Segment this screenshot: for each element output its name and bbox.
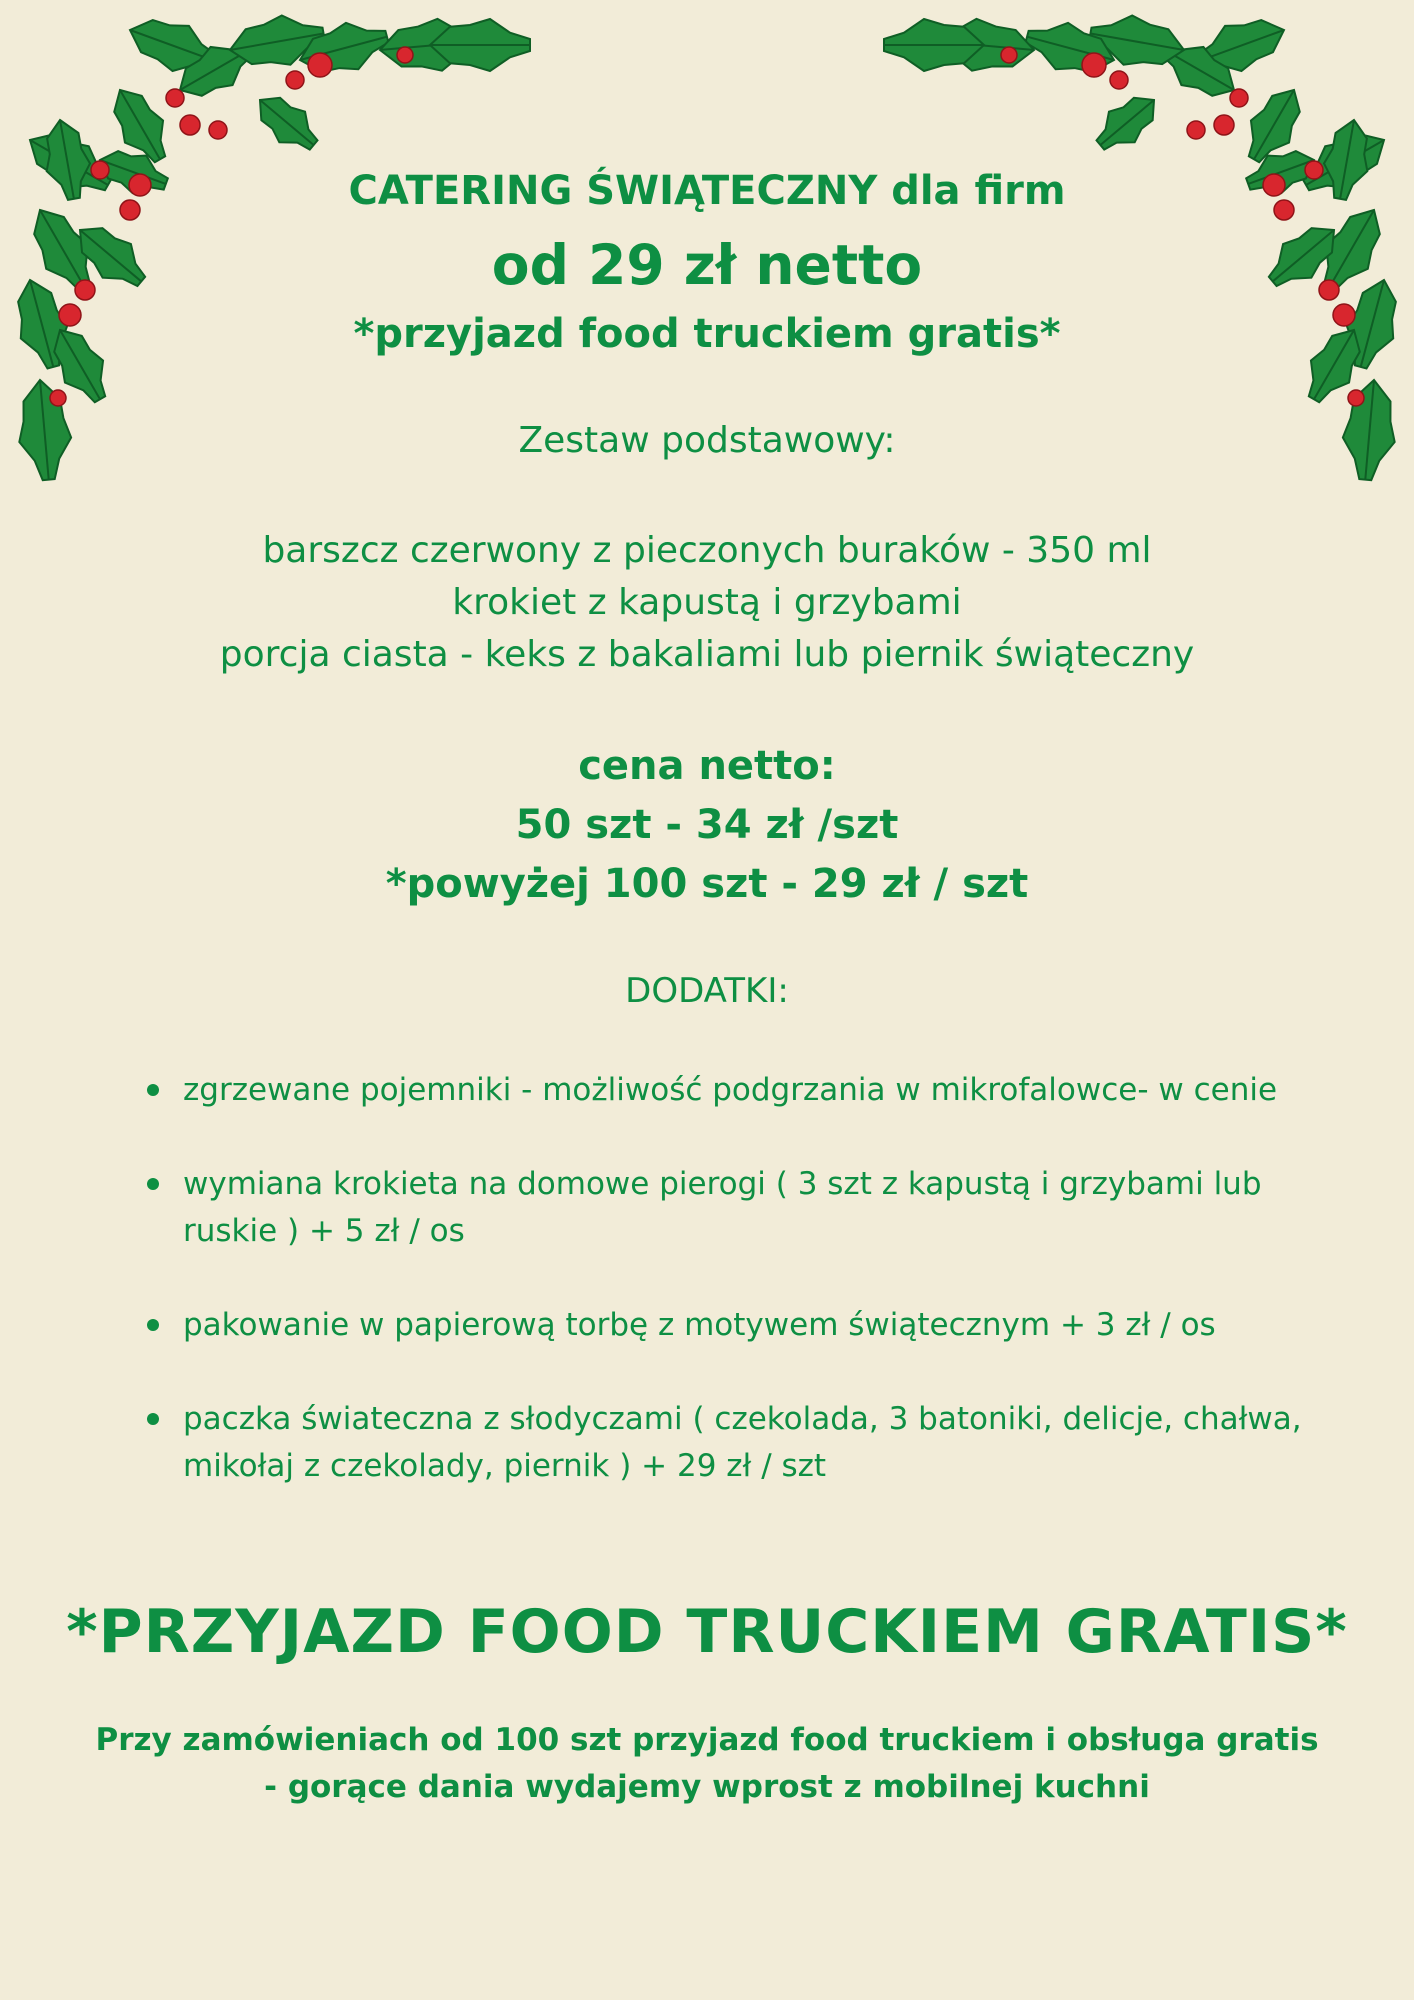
footer-line: Przy zamówieniach od 100 szt przyjazd food truckiem i obsługa gratis xyxy=(95,1722,1319,1758)
extras-item-text: pakowanie w papierową torbę z motywem świątecznym + 3 zł / os xyxy=(183,1307,1216,1343)
menu-item: barszcz czerwony z pieczonych buraków - 350 ml xyxy=(262,530,1152,571)
price-tier: *powyżej 100 szt - 29 zł / szt xyxy=(385,861,1029,907)
extras-item xyxy=(143,1396,1303,1490)
price-block xyxy=(0,737,1414,914)
flyer-title: CATERING ŚWIĄTECZNY dla firm xyxy=(348,168,1066,214)
extras-item xyxy=(143,1067,1303,1114)
basic-set-menu xyxy=(0,525,1414,681)
bullet-icon xyxy=(147,1319,159,1331)
extras-item-text: wymiana krokieta na domowe pierogi ( 3 szt z kapustą i grzybami lub ruskie ) + 5 zł / os xyxy=(183,1166,1262,1249)
bullet-icon xyxy=(147,1413,159,1425)
price-heading: cena netto: xyxy=(578,743,836,789)
price-from-headline: od 29 zł netto xyxy=(491,233,923,297)
extras-item xyxy=(143,1302,1303,1349)
truck-subtitle: *przyjazd food truckiem gratis* xyxy=(353,311,1061,357)
extras-item-text: zgrzewane pojemniki - możliwość podgrzania w mikrofalowce- w cenie xyxy=(183,1072,1278,1108)
bullet-icon xyxy=(147,1178,159,1190)
menu-item: krokiet z kapustą i grzybami xyxy=(452,582,962,623)
footer-note xyxy=(0,1717,1414,1811)
free-truck-banner: *PRZYJAZD FOOD TRUCKIEM GRATIS* xyxy=(66,1597,1348,1667)
extras-list xyxy=(143,1067,1303,1537)
basic-set-heading: Zestaw podstawowy: xyxy=(518,420,896,461)
price-tier: 50 szt - 34 zł /szt xyxy=(515,802,899,848)
footer-line: - gorące dania wydajemy wprost z mobilnej kuchni xyxy=(264,1769,1150,1805)
extras-heading: DODATKI: xyxy=(625,971,789,1011)
bullet-icon xyxy=(147,1084,159,1096)
extras-item-text: paczka świateczna z słodyczami ( czekolada, 3 batoniki, delicje, chałwa, mikołaj z czekolady, piernik ) + 29 zł / szt xyxy=(183,1401,1302,1484)
extras-item xyxy=(143,1161,1303,1255)
menu-item: porcja ciasta - keks z bakaliami lub piernik świąteczny xyxy=(219,634,1195,675)
